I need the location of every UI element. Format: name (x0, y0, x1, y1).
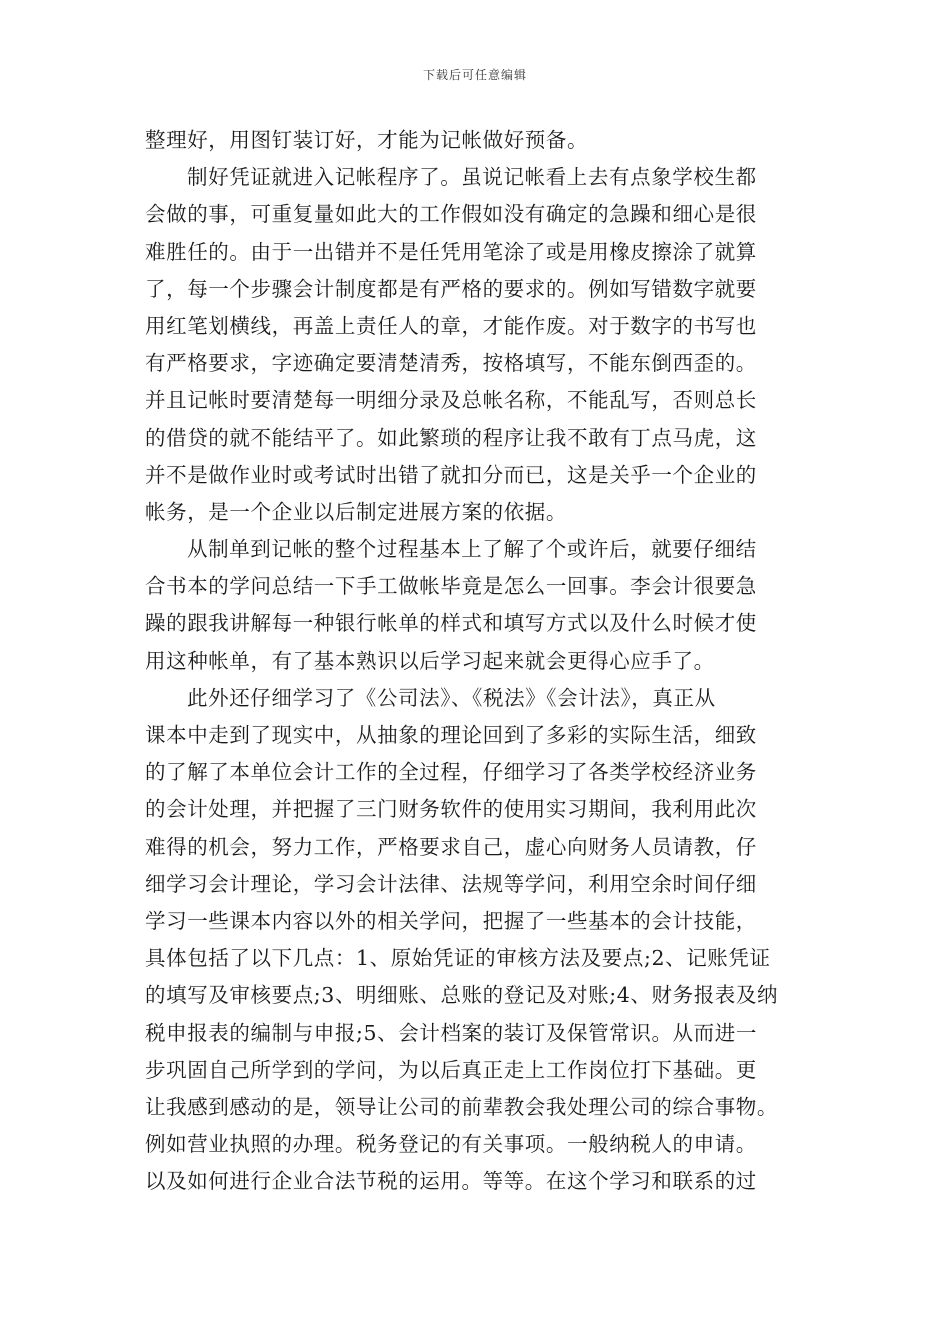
text-line: 此外还仔细学习了《公司法》、《税法》《会计法》，真正从 (187, 685, 716, 710)
text-line: 难得的机会，努力工作，严格要求自己，虚心向财务人员请教，仔 (145, 834, 757, 859)
text-line: 细学习会计理论，学习会计法律、法规等学问，利用空余时间仔细 (145, 871, 757, 896)
text-line: 步巩固自己所学到的学问，为以后真正走上工作岗位打下基础。更 (145, 1057, 757, 1082)
text-line: 例如营业执照的办理。税务登记的有关事项。一般纳税人的申请。 (145, 1132, 757, 1157)
text-line: 用红笔划横线，再盖上责任人的章，才能作废。对于数字的书写也 (145, 313, 757, 338)
text-line: 的填写及审核要点;3、明细账、总账的登记及对账;4、财务报表及纳 (145, 983, 779, 1008)
text-line: 从制单到记帐的整个过程基本上了解了个或许后，就要仔细结 (187, 537, 757, 562)
text-line: 并不是做作业时或考试时出错了就扣分而已，这是关乎一个企业的 (145, 462, 757, 487)
text-line: 以及如何进行企业合法节税的运用。等等。在这个学习和联系的过 (145, 1169, 757, 1194)
text-line: 了，每一个步骤会计制度都是有严格的要求的。例如写错数字就要 (145, 276, 757, 301)
text-line: 躁的跟我讲解每一种银行帐单的样式和填写方式以及什么时候才使 (145, 611, 757, 636)
text-line: 并且记帐时要清楚每一明细分录及总帐名称，不能乱写，否则总长 (145, 388, 757, 413)
text-line: 的借贷的就不能结平了。如此繁琐的程序让我不敢有丁点马虎，这 (145, 425, 757, 450)
text-line: 税申报表的编制与申报;5、会计档案的装订及保管常识。从而进一 (145, 1020, 757, 1045)
page-header: 下载后可任意编辑 (422, 68, 527, 82)
text-line: 难胜任的。由于一出错并不是任凭用笔涂了或是用橡皮擦涂了就算 (145, 239, 757, 264)
text-line: 具体包括了以下几点：1、原始凭证的审核方法及要点;2、记账凭证 (145, 946, 771, 971)
text-line: 课本中走到了现实中，从抽象的理论回到了多彩的实际生活，细致 (145, 723, 757, 747)
text-line: 整理好，用图钉装订好，才能为记帐做好预备。 (145, 128, 589, 152)
text-line: 的了解了本单位会计工作的全过程，仔细学习了各类学校经济业务 (145, 760, 757, 785)
text-line: 制好凭证就进入记帐程序了。虽说记帐看上去有点象学校生都 (187, 165, 757, 190)
text-line: 有严格要求，字迹确定要清楚清秀，按格填写，不能东倒西歪的。 (145, 351, 757, 376)
text-line: 的会计处理，并把握了三门财务软件的使用实习期间，我利用此次 (145, 797, 757, 822)
text-line: 会做的事，可重复量如此大的工作假如没有确定的急躁和细心是很 (145, 202, 757, 227)
document-body (145, 122, 817, 1200)
text-line: 合书本的学问总结一下手工做帐毕竟是怎么一回事。李会计很要急 (145, 574, 757, 599)
text-line: 学习一些课本内容以外的相关学问，把握了一些基本的会计技能， (145, 908, 757, 933)
text-line: 用这种帐单，有了基本熟识以后学习起来就会更得心应手了。 (145, 648, 715, 673)
text-line: 让我感到感动的是，领导让公司的前辈教会我处理公司的综合事物。 (145, 1094, 778, 1119)
text-line: 帐务，是一个企业以后制定进展方案的依据。 (145, 499, 567, 524)
